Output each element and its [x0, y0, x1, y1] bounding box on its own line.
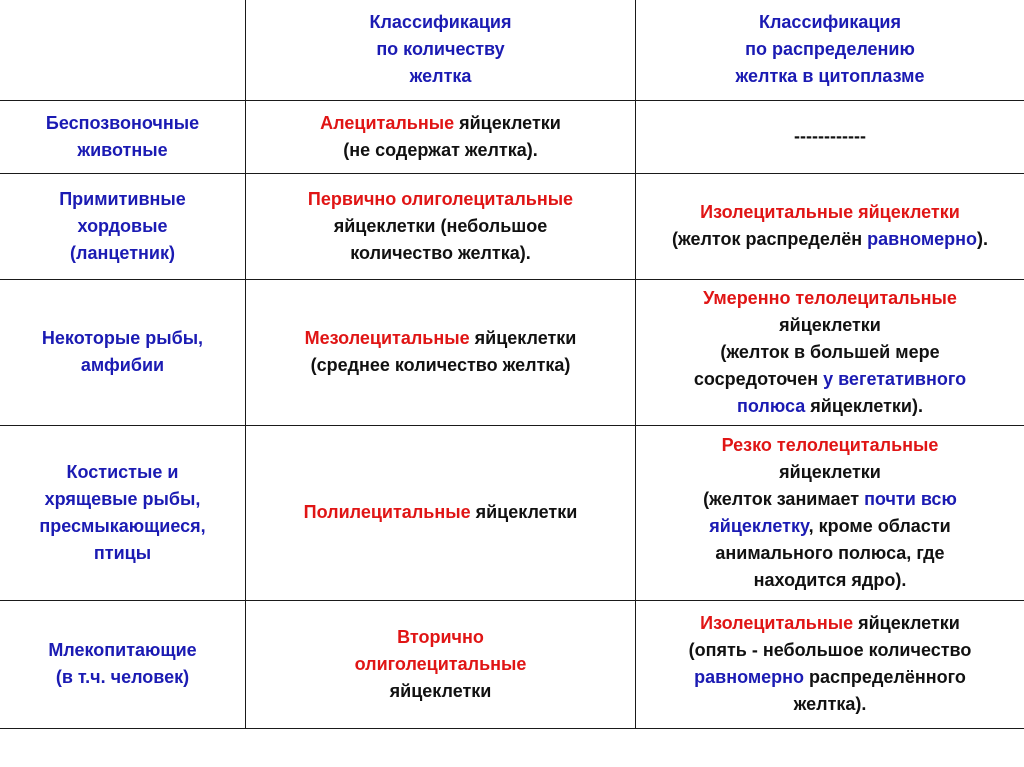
organism-cell	[0, 600, 246, 728]
organism-cell	[0, 100, 246, 173]
header-line: по количеству	[376, 39, 505, 60]
cell-line	[642, 339, 1018, 366]
table-row	[0, 425, 1024, 600]
table-row	[0, 173, 1024, 279]
text-segment: находится ядро).	[753, 569, 907, 590]
header-organism-cell	[0, 0, 246, 100]
table-row	[0, 279, 1024, 425]
cell-line	[252, 499, 629, 526]
cell-line	[252, 651, 629, 678]
text-segment: Резко телолецитальные	[721, 434, 939, 455]
amount-cell	[246, 173, 636, 279]
text-segment: Вторично	[397, 626, 484, 647]
text-segment: количество желтка).	[350, 242, 531, 263]
organism-line: амфибии	[80, 355, 165, 375]
cell-line	[252, 352, 629, 379]
text-segment: равномерно	[867, 229, 978, 249]
organism-line: Примитивные	[59, 188, 186, 209]
text-segment: яйцеклетки	[779, 314, 881, 335]
distribution-cell	[636, 279, 1024, 425]
cell-line	[642, 610, 1018, 637]
text-segment: сосредоточен	[693, 368, 824, 389]
text-segment: ------------	[794, 126, 866, 146]
text-segment: Изолецитальные яйцеклетки	[700, 202, 960, 222]
text-segment: Первично олиголецитальные	[307, 188, 574, 209]
amount-cell	[246, 425, 636, 600]
text-segment: ).	[977, 229, 989, 249]
text-segment: яйцеклетки	[469, 328, 577, 348]
organism-line: Костистые и	[66, 461, 179, 482]
cell-line	[642, 691, 1018, 718]
cell-line	[252, 678, 629, 705]
text-segment: Изолецитальные	[700, 613, 854, 633]
text-segment: равномерно	[694, 667, 805, 687]
header-amount-cell	[246, 0, 636, 100]
amount-cell	[246, 100, 636, 173]
cell-line	[642, 637, 1018, 664]
header-line: Классификация	[369, 12, 512, 33]
text-segment: яйцеклетки).	[805, 395, 923, 416]
cell-line	[252, 624, 629, 651]
organism-line: хрящевые рыбы,	[44, 488, 201, 509]
text-segment: , кроме области	[808, 515, 951, 536]
text-segment: яйцеклетки	[389, 680, 492, 701]
cell-line	[642, 123, 1018, 150]
text-segment: (желток занимает	[703, 488, 865, 509]
text-segment: почти всю	[864, 488, 957, 509]
cell-line	[642, 432, 1018, 459]
text-segment: яйцеклетку	[709, 515, 809, 536]
cell-line	[642, 459, 1018, 486]
text-segment: яйцеклетки	[853, 613, 960, 633]
organism-line: (в т.ч. человек)	[55, 667, 190, 687]
text-segment: (среднее количество желтка)	[310, 355, 571, 375]
cell-line	[642, 567, 1018, 594]
text-segment: (не содержат желтка).	[343, 139, 538, 160]
cell-line	[642, 226, 1018, 253]
organism-line: пресмыкающиеся,	[39, 515, 206, 536]
table-row	[0, 100, 1024, 173]
header-line: Классификация	[759, 12, 901, 33]
cell-line	[252, 110, 629, 137]
cell-line	[252, 137, 629, 164]
cell-line	[642, 540, 1018, 567]
cell-line	[252, 213, 629, 240]
text-segment: у вегетативного	[823, 368, 967, 389]
text-segment: яйцеклетки	[470, 502, 578, 522]
cell-line	[252, 186, 629, 213]
text-segment: (желток в большей мере	[720, 341, 940, 362]
header-line: желтка в цитоплазме	[735, 66, 925, 87]
organism-line: (ланцетник)	[70, 242, 175, 263]
text-segment: Умеренно телолецитальные	[703, 287, 957, 308]
cell-line	[642, 664, 1018, 691]
table-row	[0, 600, 1024, 728]
header-line: по распределению	[745, 39, 915, 60]
organism-line: животные	[77, 139, 168, 160]
organism-line: Беспозвоночные	[45, 112, 200, 133]
organism-cell	[0, 425, 246, 600]
text-segment: (желток распределён	[671, 229, 868, 249]
text-segment: желтка).	[793, 694, 867, 714]
cell-line	[642, 199, 1018, 226]
organism-cell	[0, 173, 246, 279]
amount-cell	[246, 600, 636, 728]
text-segment: яйцеклетки	[454, 112, 561, 133]
cell-line	[642, 513, 1018, 540]
organism-line: Некоторые рыбы,	[41, 328, 204, 348]
header-distribution-cell	[636, 0, 1024, 100]
cell-line	[642, 366, 1018, 393]
header-line: желтка	[409, 66, 472, 87]
text-segment: Полилецитальные	[303, 502, 471, 522]
cell-line	[642, 285, 1018, 312]
cell-line	[642, 393, 1018, 420]
distribution-cell	[636, 100, 1024, 173]
text-segment: яйцеклетки	[779, 461, 881, 482]
distribution-cell	[636, 173, 1024, 279]
cell-line	[252, 240, 629, 267]
cell-line	[642, 312, 1018, 339]
text-segment: распределённого	[804, 667, 966, 687]
amount-cell	[246, 279, 636, 425]
text-segment: Алецитальные	[320, 112, 455, 133]
text-segment: Мезолецитальные	[304, 328, 470, 348]
text-segment: яйцеклетки (небольшое	[333, 215, 548, 236]
organism-cell	[0, 279, 246, 425]
header-row	[0, 0, 1024, 100]
organism-line: Млекопитающие	[48, 640, 197, 660]
text-segment: (опять - небольшое количество	[688, 640, 972, 660]
cell-line	[642, 486, 1018, 513]
cell-line	[252, 325, 629, 352]
organism-line: птицы	[93, 542, 152, 563]
text-segment: анимального полюса, где	[715, 542, 945, 563]
text-segment: олиголецитальные	[354, 653, 527, 674]
text-segment: полюса	[737, 395, 806, 416]
organism-line: хордовые	[77, 215, 168, 236]
distribution-cell	[636, 600, 1024, 728]
distribution-cell	[636, 425, 1024, 600]
